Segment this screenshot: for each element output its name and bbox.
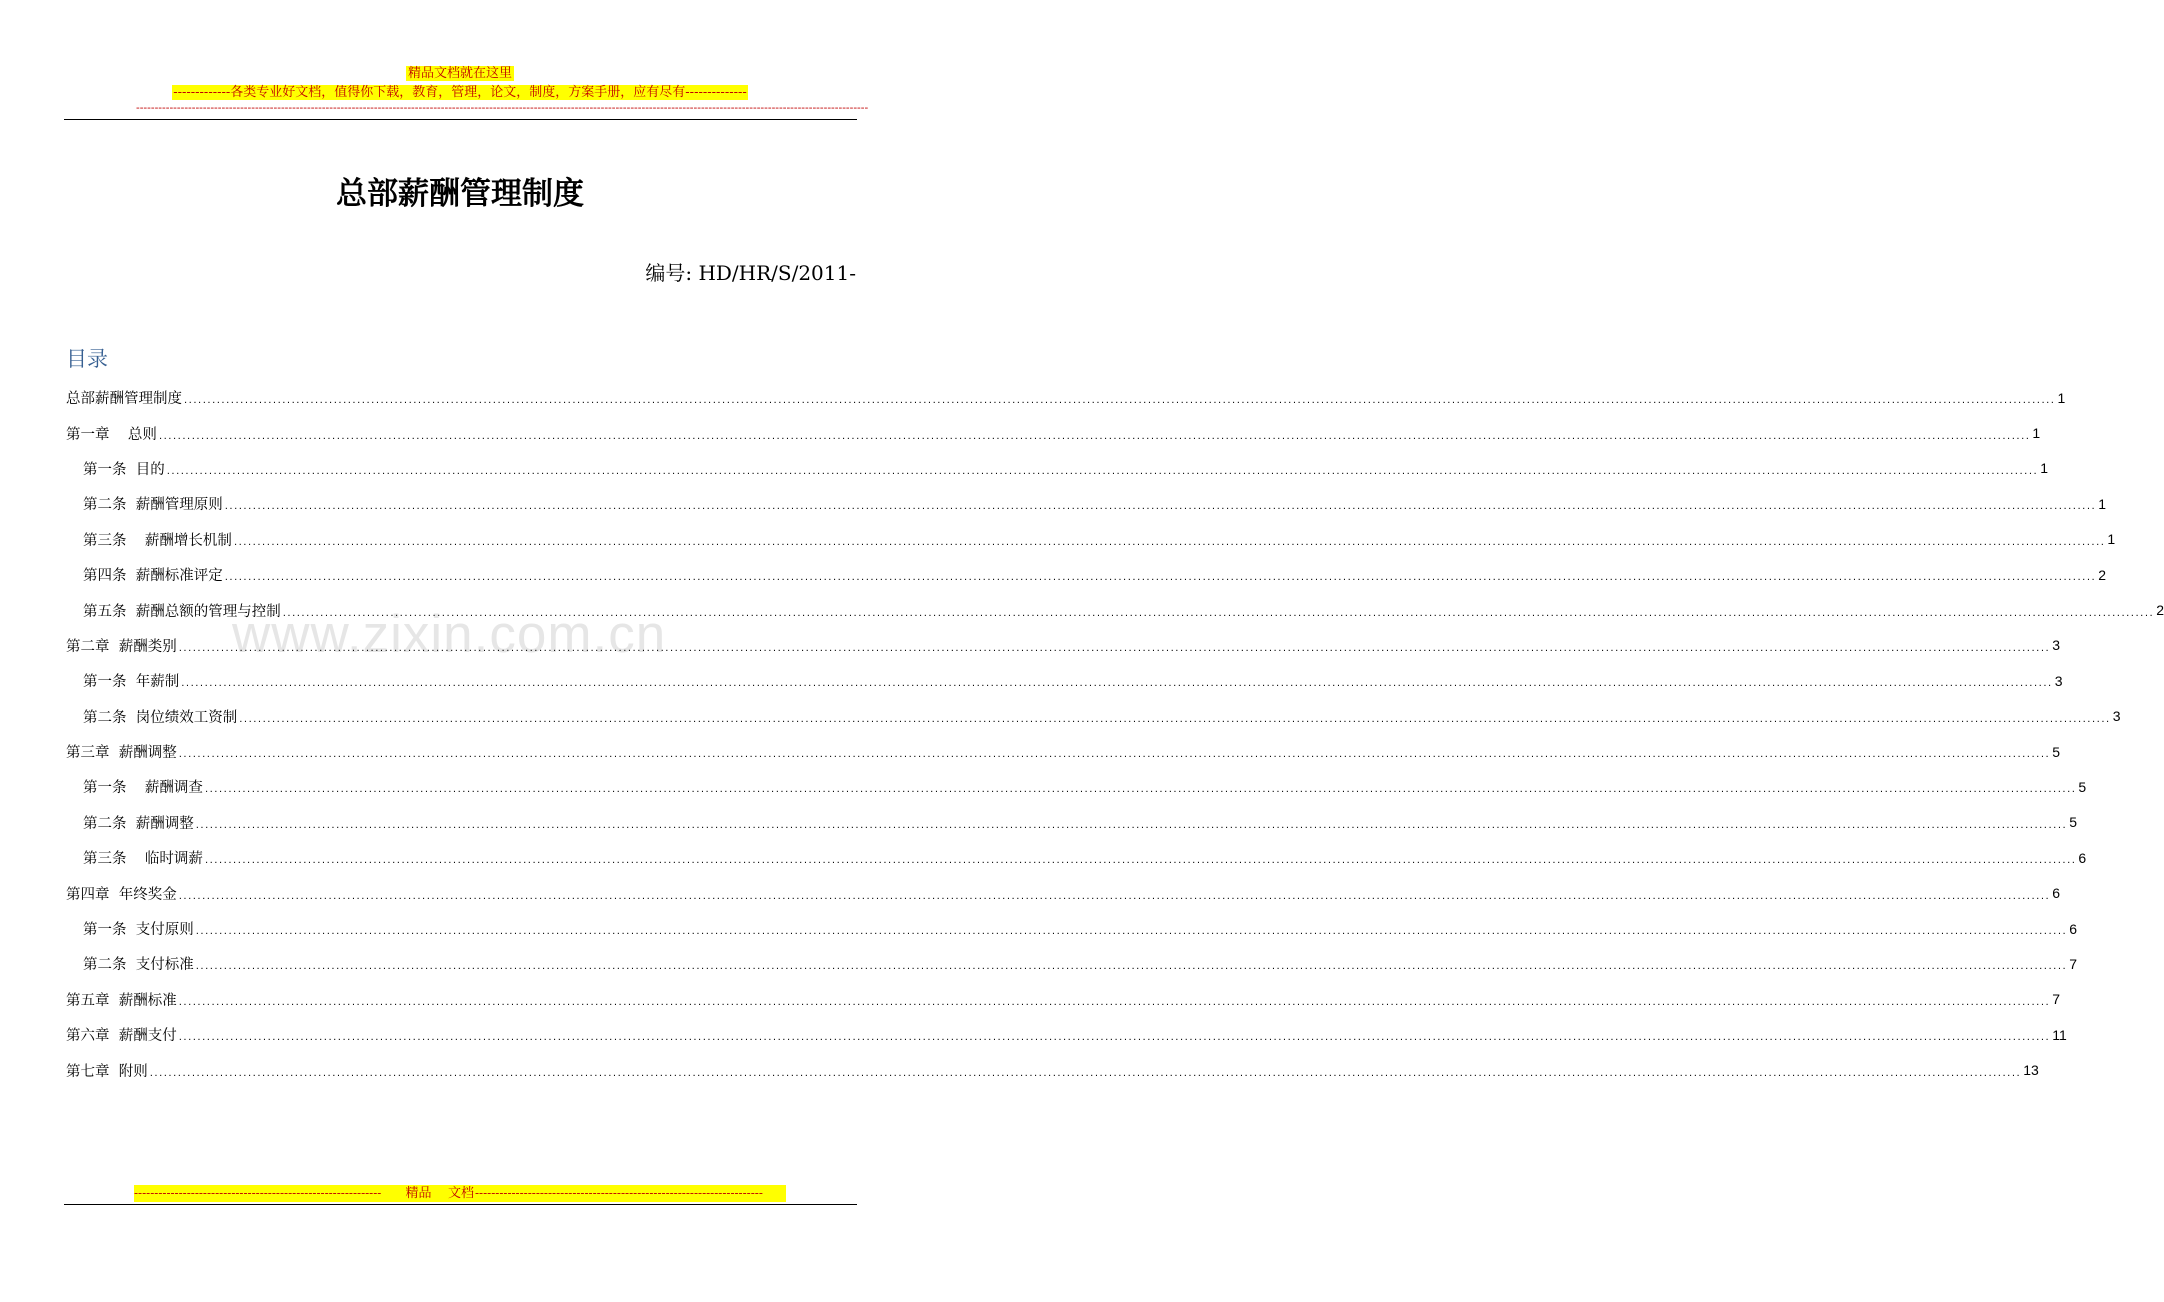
toc-entry[interactable] bbox=[66, 557, 2106, 592]
toc-dot-leader: ................................................................................................................................................................................................................................................................................................................................................................................................................ bbox=[224, 572, 2097, 584]
toc-entry-label: 第二条 薪酬管理原则 bbox=[83, 497, 223, 514]
table-of-contents bbox=[66, 380, 2164, 1088]
header-banner-slogan bbox=[0, 85, 920, 101]
footer-rule bbox=[64, 1204, 857, 1205]
toc-dot-leader: ................................................................................................................................................................................................................................................................................................................................................................................................................ bbox=[178, 1032, 2051, 1044]
toc-entry-label: 第四条 薪酬标准评定 bbox=[83, 568, 223, 585]
toc-entry-label: 第二条 薪酬调整 bbox=[83, 815, 194, 832]
toc-entry-label: 第二条 支付标准 bbox=[83, 957, 194, 974]
toc-entry-label: 第一条 薪酬调查 bbox=[83, 780, 203, 797]
toc-dot-leader: ................................................................................................................................................................................................................................................................................................................................................................................................................ bbox=[149, 1067, 2022, 1079]
header-banner-title bbox=[0, 66, 920, 82]
header-rule bbox=[64, 119, 857, 120]
toc-dot-leader: ................................................................................................................................................................................................................................................................................................................................................................................................................ bbox=[195, 819, 2068, 831]
document-title: 总部薪酬管理制度 bbox=[336, 176, 584, 212]
toc-entry[interactable] bbox=[66, 1017, 2067, 1052]
toc-entry-label: 第一条 目的 bbox=[83, 461, 165, 478]
toc-entry-page: 3 bbox=[2054, 672, 2063, 689]
toc-entry-page: 7 bbox=[2052, 991, 2060, 1008]
toc-dot-leader: ................................................................................................................................................................................................................................................................................................................................................................................................................ bbox=[158, 430, 2031, 442]
toc-dot-leader: ................................................................................................................................................................................................................................................................................................................................................................................................................ bbox=[181, 678, 2053, 690]
toc-entry[interactable] bbox=[66, 840, 2087, 875]
toc-entry[interactable] bbox=[66, 734, 2060, 769]
toc-entry-page: 13 bbox=[2023, 1062, 2039, 1079]
toc-entry-page: 3 bbox=[2052, 637, 2060, 654]
toc-entry[interactable] bbox=[66, 451, 2048, 486]
toc-dot-leader: ................................................................................................................................................................................................................................................................................................................................................................................................................ bbox=[178, 749, 2051, 761]
toc-entry-label: 第五章 薪酬标准 bbox=[66, 992, 177, 1009]
toc-entry-page: 5 bbox=[2052, 743, 2060, 760]
toc-entry-page: 5 bbox=[2078, 778, 2087, 795]
toc-entry[interactable] bbox=[66, 380, 2066, 415]
toc-entry[interactable] bbox=[66, 663, 2063, 698]
toc-entry-label: 第三条 薪酬增长机制 bbox=[83, 532, 232, 549]
toc-entry[interactable] bbox=[66, 522, 2116, 557]
toc-entry-label: 第三条 临时调薪 bbox=[83, 851, 203, 868]
toc-entry[interactable] bbox=[66, 875, 2060, 910]
toc-entry-page: 11 bbox=[2052, 1026, 2067, 1043]
toc-entry-page: 1 bbox=[2040, 460, 2048, 477]
header-banner-slogan-text: -------------各类专业好文档，值得你下载，教育，管理，论文，制度，方案手册，应有尽有-------------- bbox=[173, 85, 747, 100]
toc-entry-page: 6 bbox=[2069, 920, 2077, 937]
toc-dot-leader: ................................................................................................................................................................................................................................................................................................................................................................................................................ bbox=[233, 536, 2106, 548]
toc-entry[interactable] bbox=[66, 805, 2077, 840]
toc-entry[interactable] bbox=[66, 699, 2121, 734]
toc-entry-page: 6 bbox=[2052, 885, 2060, 902]
toc-entry-label: 第一条 年薪制 bbox=[83, 674, 180, 691]
toc-entry-label: 第五条 薪酬总额的管理与控制 bbox=[83, 603, 281, 620]
toc-dot-leader: ................................................................................................................................................................................................................................................................................................................................................................................................................ bbox=[184, 395, 2056, 407]
toc-entry[interactable] bbox=[66, 982, 2060, 1017]
toc-entry-page: 1 bbox=[2057, 389, 2066, 406]
toc-dot-leader: ................................................................................................................................................................................................................................................................................................................................................................................................................ bbox=[224, 501, 2097, 513]
toc-entry-label: 总部薪酬管理制度 bbox=[66, 391, 182, 408]
toc-entry-page: 1 bbox=[2032, 425, 2041, 442]
toc-entry[interactable] bbox=[66, 946, 2077, 981]
toc-dot-leader: ................................................................................................................................................................................................................................................................................................................................................................................................................ bbox=[239, 713, 2111, 725]
header-dash-line: ----------------------------------------------------------------------------------------------------------------------------------------------------------------------------------------------------- bbox=[136, 101, 869, 114]
toc-entry[interactable] bbox=[66, 911, 2077, 946]
header-banner-title-text: 精品文档就在这里 bbox=[407, 66, 512, 81]
footer-center-text: 精品 文档 bbox=[405, 1186, 474, 1201]
toc-entry-label: 第一章 总则 bbox=[66, 426, 157, 443]
toc-dot-leader: ................................................................................................................................................................................................................................................................................................................................................................................................................ bbox=[166, 465, 2039, 477]
toc-dot-leader: ................................................................................................................................................................................................................................................................................................................................................................................................................ bbox=[178, 890, 2051, 902]
footer-right-dashes: ----------------------------------------------------------------------- bbox=[475, 1186, 763, 1200]
toc-entry[interactable] bbox=[66, 486, 2106, 521]
toc-entry-page: 1 bbox=[2107, 531, 2116, 548]
toc-entry-label: 第二条 岗位绩效工资制 bbox=[83, 709, 238, 726]
toc-entry[interactable] bbox=[66, 628, 2060, 663]
toc-dot-leader: ................................................................................................................................................................................................................................................................................................................................................................................................................ bbox=[178, 642, 2051, 654]
toc-entry-label: 第二章 薪酬类别 bbox=[66, 638, 177, 655]
toc-entry-label: 第六章 薪酬支付 bbox=[66, 1028, 177, 1045]
toc-entry[interactable] bbox=[66, 415, 2041, 450]
toc-entry-page: 6 bbox=[2078, 849, 2087, 866]
toc-dot-leader: ................................................................................................................................................................................................................................................................................................................................................................................................................ bbox=[282, 607, 2155, 619]
toc-dot-leader: ................................................................................................................................................................................................................................................................................................................................................................................................................ bbox=[195, 926, 2068, 938]
toc-entry-page: 7 bbox=[2069, 955, 2077, 972]
watermark: www.zixin.com.cn bbox=[232, 605, 667, 664]
document-number: 编号: HD/HR/S/2011- bbox=[645, 261, 856, 285]
toc-entry-page: 1 bbox=[2098, 495, 2106, 512]
toc-entry[interactable] bbox=[66, 592, 2164, 627]
toc-entry-label: 第七章 附则 bbox=[66, 1063, 148, 1080]
toc-dot-leader: ................................................................................................................................................................................................................................................................................................................................................................................................................ bbox=[195, 961, 2068, 973]
toc-dot-leader: ................................................................................................................................................................................................................................................................................................................................................................................................................ bbox=[178, 996, 2051, 1008]
toc-entry-label: 第三章 薪酬调整 bbox=[66, 745, 177, 762]
footer-left-dashes: ------------------------------------------------------------- bbox=[134, 1186, 382, 1200]
toc-entry[interactable] bbox=[66, 769, 2087, 804]
toc-dot-leader: ................................................................................................................................................................................................................................................................................................................................................................................................................ bbox=[204, 855, 2077, 867]
toc-entry-label: 第一条 支付原则 bbox=[83, 922, 194, 939]
footer-banner bbox=[134, 1185, 786, 1202]
toc-entry-page: 3 bbox=[2112, 708, 2121, 725]
toc-dot-leader: ................................................................................................................................................................................................................................................................................................................................................................................................................ bbox=[204, 784, 2077, 796]
toc-entry-page: 2 bbox=[2098, 566, 2106, 583]
toc-entry[interactable] bbox=[66, 1052, 2039, 1087]
toc-entry-label: 第四章 年终奖金 bbox=[66, 886, 177, 903]
toc-entry-page: 2 bbox=[2156, 602, 2164, 619]
toc-entry-page: 5 bbox=[2069, 814, 2077, 831]
toc-heading: 目录 bbox=[66, 347, 108, 371]
